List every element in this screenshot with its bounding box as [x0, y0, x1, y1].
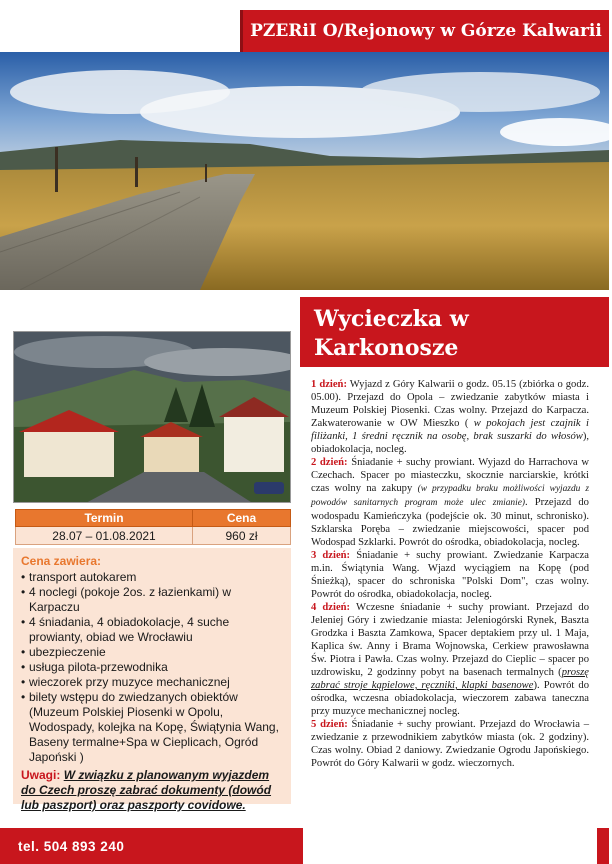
- notes-label: Uwagi:: [21, 768, 61, 782]
- list-item: • bilety wstępu do zwiedzanych obiektów (Muzeum Polskiej Piosenki w Opolu, Wodospady, kolejka na Kopę, Świątynia Wang, Baseny termalne+Spa w Cieplicach, Ogród Japoński ): [21, 690, 283, 765]
- term-value: 28.07 – 01.08.2021: [16, 527, 193, 545]
- notes-text: W związku z planowanym wyjazdem do Czech proszę zabrać dokumenty (dowód lub paszport) oraz paszporty covidowe.: [21, 768, 272, 812]
- includes-title: Cena zawiera:: [21, 554, 102, 568]
- day-text: Wczesne śniadanie + suchy prowiant. Przejazd do Jeleniej Góry i zwiedzanie miasta: Jeleniogórski Rynek, Baszta Grodzka i Baszta Zamkowa, Spacer deptakiem przy ul. 1 Maja, Kaplica św. Anny i Brama Wojnowska, Cerkiew prawosławna Św. Piotra i Pawła. Czas wolny. Przejazd do Cieplic – spacer po uzdrowisku, 2 godzinny pobyt na basenach termalnych (: [311, 602, 589, 678]
- day-text-italic: w pokojach jest czajnik i filiżanki, 1 średni ręcznik na osobę, brak suszarki do włosów: [311, 418, 589, 442]
- trip-title-line1: Wycieczka w: [314, 306, 469, 332]
- day-text: Wyjazd z Góry Kalwarii o godz. 05.15 (zbiórka o godz. 05.00). Przejazd do Opola – zwiedzanie zabytków miasta i Muzeum Polskiej Piosenki. Czas wolny. Przejazd do Karpacza. Zakwaterowanie w OW Mieszko (: [311, 379, 590, 429]
- list-item: • 4 noclegi (pokoje 2os. z łazienkami) w Karpaczu: [21, 585, 283, 615]
- phone-number: tel. 504 893 240: [18, 838, 125, 854]
- list-item: • usługa pilota-przewodnika: [21, 660, 283, 675]
- itinerary-day-5: [311, 718, 589, 770]
- notes-paragraph: [21, 768, 283, 813]
- day-text: . Przejazd do wodospadu Kamieńczyka (podejście ok. 30 minut, schronisko). Szklarska Poręba – zwiedzanie miejscowości, spacer pod Wodospad Szklarki. Powrót do ośrodka, obiadokolacja, nocleg.: [311, 497, 589, 548]
- day-label: 5 dzień:: [311, 719, 348, 730]
- day-text: Śniadanie + suchy prowiant. Zwiedzanie Karpacza m.in. Świątynia Wang. Wjazd wyciągiem na Kopę (pod Śnieżką), spacer do schroniska "Polski Dom", czas wolny. Powrót do ośrodka, obiadokolacja, nocleg.: [311, 550, 590, 600]
- list-item: • transport autokarem: [21, 570, 283, 585]
- itinerary-day-4: [311, 601, 589, 718]
- list-item: • wieczorek przy muzyce mechanicznej: [21, 675, 283, 690]
- day-text: Śniadanie + suchy prowiant. Wyjazd do Harrachova w Czechach. Spacer po miasteczku, skocznie narciarskie, krótki czas wolny na zakupy: [311, 457, 589, 494]
- day-label: 2 dzień:: [311, 457, 348, 468]
- day-text: ), obiadokolacja, nocleg.: [311, 431, 589, 455]
- itinerary: [311, 378, 589, 770]
- photo-mountain-town: [13, 331, 291, 503]
- itinerary-day-1: [311, 378, 589, 456]
- day-label: 1 dzień:: [311, 379, 347, 390]
- organization-name: PZERiI O/Rejonowy w Górze Kalwarii: [250, 21, 602, 41]
- footer-accent: [597, 828, 609, 864]
- day-label: 4 dzień:: [311, 602, 351, 613]
- trip-title-box: [300, 297, 609, 367]
- day-text: ). Powrót do ośrodka, wczesna obiadokolacja, wieczorem zabawa taneczna przy muzyce mechanicznej nocleg.: [311, 680, 589, 717]
- itinerary-day-3: [311, 549, 589, 601]
- price-header: Cena: [193, 510, 291, 527]
- footer-contact-bar: [0, 828, 303, 864]
- list-item: • ubezpieczenie: [21, 645, 283, 660]
- trip-title-line2: Karkonosze: [314, 335, 459, 361]
- day-text-italic: (w przypadku braku możliwości wyjazdu z powodów sanitarnych program może ulec zmianie): [311, 484, 589, 508]
- day-text-italic: proszę zabrać stroje kąpielowe, ręczniki, klapki basenowe: [311, 667, 589, 691]
- organization-banner: [240, 10, 609, 52]
- price-value: 960 zł: [193, 527, 291, 545]
- includes-list: [21, 570, 283, 765]
- price-includes-box: [13, 548, 291, 812]
- hero-photo-meadow-road: [0, 52, 609, 290]
- day-text: Śniadanie + suchy prowiant. Przejazd do Wrocławia – zwiedzanie z przewodnikiem zabytków miasta (ok. 2 godziny). Czas wolny. Obiad 2 daniowy. Zwiedzanie Ogrodu Japońskiego. Powrót do Góry Kalwarii w godz. wieczornych.: [311, 719, 590, 769]
- price-table: [15, 509, 291, 545]
- itinerary-day-2: [311, 456, 589, 549]
- term-header: Termin: [16, 510, 193, 527]
- list-item: • 4 śniadania, 4 obiadokolacje, 4 suche prowianty, obiad we Wrocławiu: [21, 615, 283, 645]
- day-label: 3 dzień:: [311, 550, 351, 561]
